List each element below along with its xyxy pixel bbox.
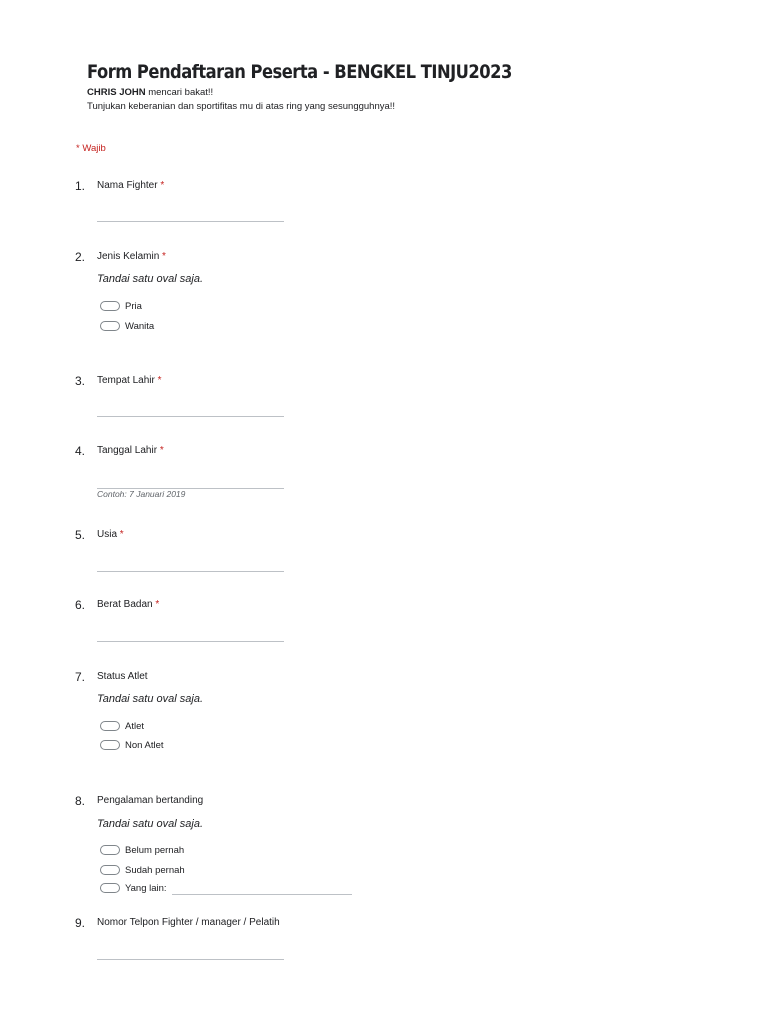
hint-text: Tandai satu oval saja. bbox=[97, 693, 203, 705]
radio-oval-yang-lain[interactable] bbox=[100, 883, 120, 893]
required-star: * bbox=[160, 180, 165, 191]
other-answer-line[interactable] bbox=[172, 894, 352, 895]
question-label-tanggal-lahir: Tanggal Lahir * bbox=[97, 445, 164, 456]
hint-text: Tandai satu oval saja. bbox=[97, 818, 203, 830]
option-label-sudah-pernah: Sudah pernah bbox=[125, 865, 185, 876]
required-star: * bbox=[157, 375, 162, 386]
question-label-usia: Usia * bbox=[97, 529, 124, 540]
form-subtitle bbox=[87, 87, 213, 98]
answer-line-nama-fighter[interactable] bbox=[97, 221, 284, 222]
answer-line-tempat-lahir[interactable] bbox=[97, 416, 284, 417]
question-label-berat-badan: Berat Badan * bbox=[97, 599, 160, 610]
subtitle-bold: CHRIS JOHN bbox=[87, 87, 146, 98]
question-number: 4. bbox=[75, 444, 86, 458]
form-title: Form Pendaftaran Peserta - BENGKEL TINJU2023 bbox=[87, 61, 512, 83]
option-label-yang-lain: Yang lain: bbox=[125, 883, 167, 894]
radio-oval-atlet[interactable] bbox=[100, 721, 120, 731]
question-label-status-atlet: Status Atlet bbox=[97, 671, 148, 682]
form-description: Tunjukan keberanian dan sportifitas mu di atas ring yang sesungguhnya!! bbox=[87, 101, 396, 112]
question-number: 8. bbox=[75, 794, 86, 808]
question-number: 9. bbox=[75, 916, 86, 930]
required-star: * bbox=[159, 445, 164, 456]
answer-line-berat-badan[interactable] bbox=[97, 641, 284, 642]
required-star: * bbox=[155, 599, 160, 610]
option-label-wanita: Wanita bbox=[125, 321, 155, 332]
radio-oval-non-atlet[interactable] bbox=[100, 740, 120, 750]
answer-line-usia[interactable] bbox=[97, 571, 284, 572]
hint-text: Tandai satu oval saja. bbox=[97, 273, 203, 285]
question-label-nomor-telpon: Nomor Telpon Fighter / manager / Pelatih bbox=[97, 917, 280, 928]
option-label-belum-pernah: Belum pernah bbox=[125, 845, 185, 856]
question-number: 6. bbox=[75, 598, 86, 612]
question-number: 5. bbox=[75, 528, 86, 542]
option-label-atlet: Atlet bbox=[125, 721, 145, 732]
question-number: 3. bbox=[75, 374, 86, 388]
option-label-pria: Pria bbox=[125, 301, 142, 312]
question-label-jenis-kelamin: Jenis Kelamin * bbox=[97, 251, 166, 262]
option-label-non-atlet: Non Atlet bbox=[125, 740, 164, 751]
radio-oval-wanita[interactable] bbox=[100, 321, 120, 331]
required-note: * Wajib bbox=[76, 143, 106, 154]
question-number: 1. bbox=[75, 179, 86, 193]
radio-oval-sudah-pernah[interactable] bbox=[100, 865, 120, 875]
question-number: 7. bbox=[75, 670, 86, 684]
required-star: * bbox=[162, 251, 166, 262]
question-label-tempat-lahir: Tempat Lahir * bbox=[97, 375, 162, 386]
date-example: Contoh: 7 Januari 2019 bbox=[97, 489, 186, 499]
answer-line-nomor-telpon[interactable] bbox=[97, 959, 284, 960]
question-label-pengalaman: Pengalaman bertanding bbox=[97, 795, 204, 806]
question-label-nama-fighter: Nama Fighter * bbox=[97, 180, 165, 191]
radio-oval-pria[interactable] bbox=[100, 301, 120, 311]
radio-oval-belum-pernah[interactable] bbox=[100, 845, 120, 855]
question-number: 2. bbox=[75, 250, 86, 264]
subtitle-rest: mencari bakat!! bbox=[145, 87, 214, 98]
required-star: * bbox=[119, 529, 124, 540]
